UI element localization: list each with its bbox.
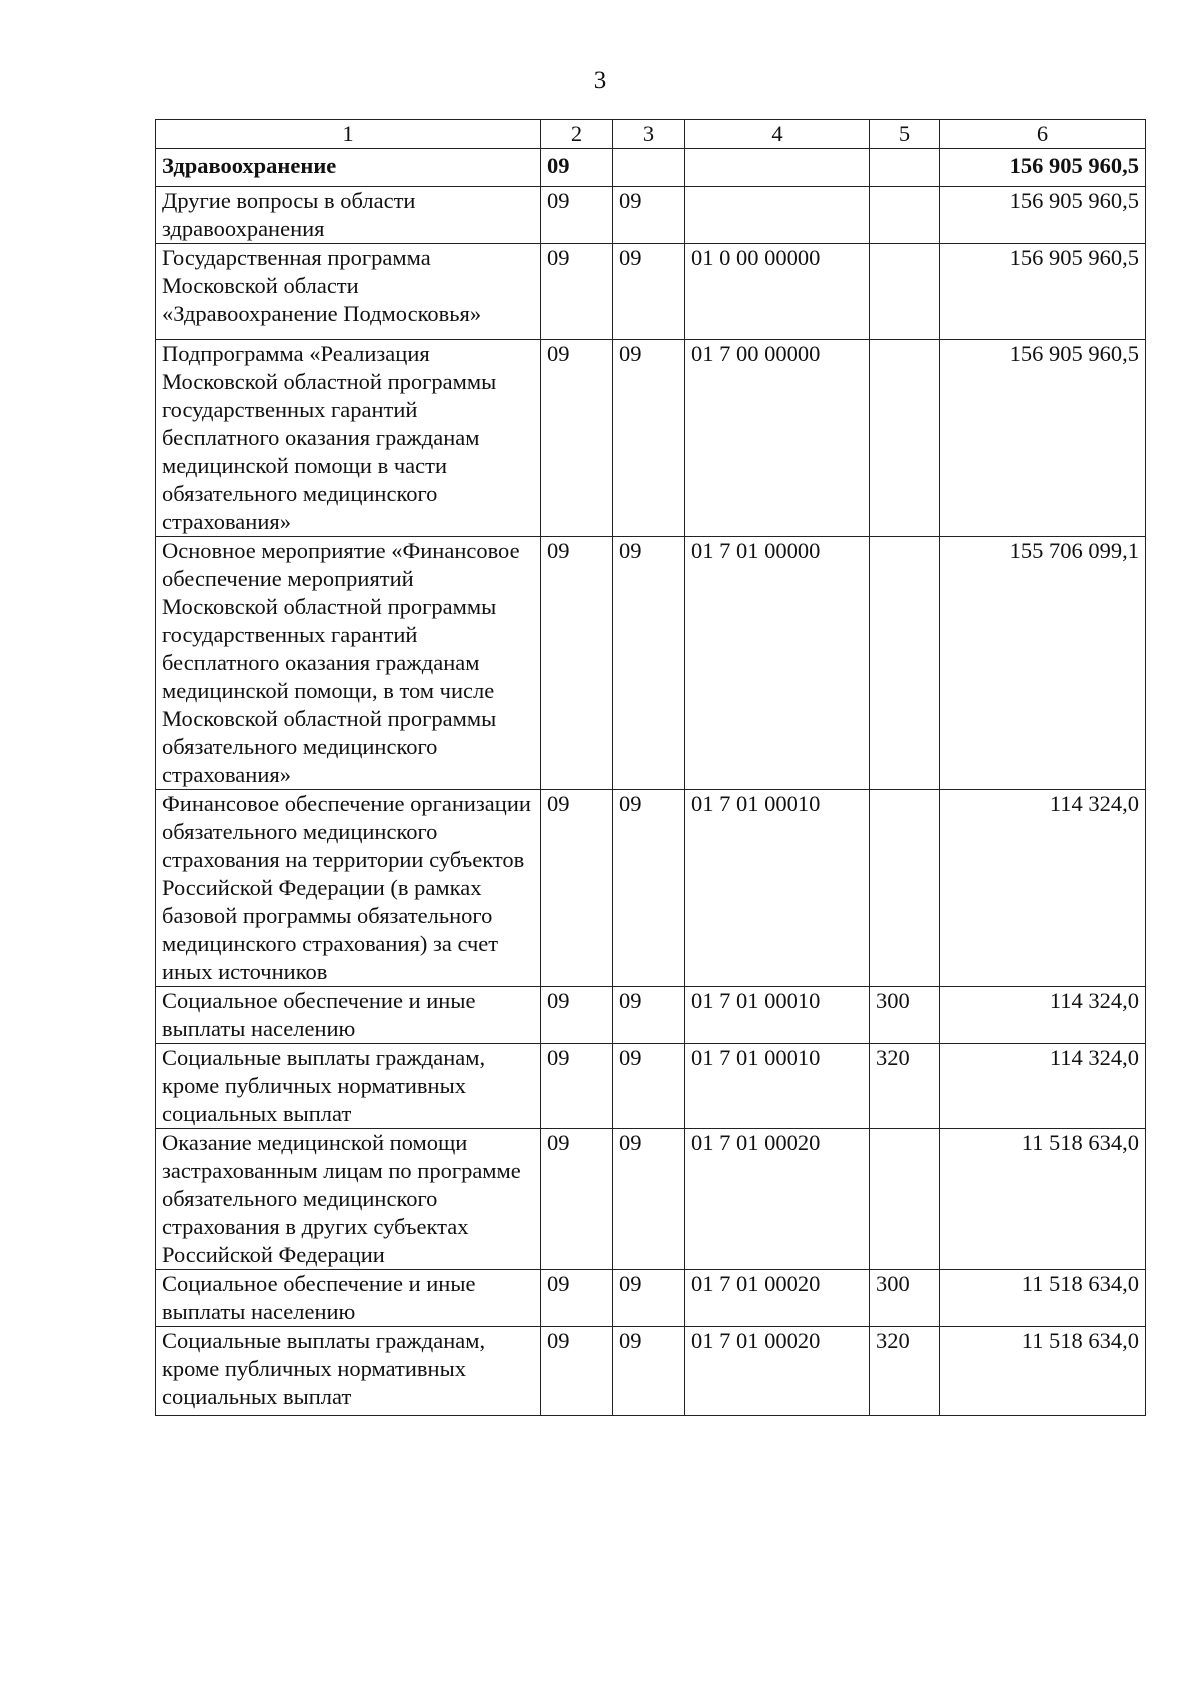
row-subsection: 09: [613, 340, 685, 537]
row-section: 09: [541, 187, 613, 244]
row-section: 09: [541, 1044, 613, 1129]
table-row: [156, 1044, 1146, 1129]
row-amount: 156 905 960,5: [940, 340, 1146, 537]
table-row: [156, 187, 1146, 244]
row-target: 01 7 01 00000: [685, 537, 870, 790]
column-header: 1: [156, 120, 541, 149]
row-target: 01 7 01 00010: [685, 1044, 870, 1129]
row-subsection: 09: [613, 1327, 685, 1416]
row-name: Подпрограмма «Реализация Московской областной программы государственных гарантий бесплатного оказания гражданам медицинской помощи в части обязательного медицинского страхования»: [156, 340, 541, 537]
table-row: [156, 537, 1146, 790]
row-name: Социальные выплаты гражданам, кроме публичных нормативных социальных выплат: [156, 1327, 541, 1416]
row-target: 01 7 01 00020: [685, 1270, 870, 1327]
row-subsection: 09: [613, 537, 685, 790]
row-subsection: 09: [613, 187, 685, 244]
row-amount: 11 518 634,0: [940, 1270, 1146, 1327]
table-row: [156, 1129, 1146, 1270]
column-header: 5: [870, 120, 940, 149]
row-amount: 114 324,0: [940, 1044, 1146, 1129]
row-section: 09: [541, 987, 613, 1044]
row-name: Социальное обеспечение и иные выплаты населению: [156, 1270, 541, 1327]
row-name: Здравоохранение: [156, 149, 541, 187]
row-target: 01 7 01 00010: [685, 790, 870, 987]
table-row: [156, 1327, 1146, 1416]
row-name: Финансовое обеспечение организации обязательного медицинского страхования на территории субъектов Российской Федерации (в рамках базовой программы обязательного медицинского страхования) за счет иных источников: [156, 790, 541, 987]
row-amount: 156 905 960,5: [940, 187, 1146, 244]
row-expense-type: 300: [870, 1270, 940, 1327]
row-name: Социальные выплаты гражданам, кроме публичных нормативных социальных выплат: [156, 1044, 541, 1129]
row-target: 01 7 01 00020: [685, 1327, 870, 1416]
column-header: 4: [685, 120, 870, 149]
table-row: [156, 340, 1146, 537]
row-expense-type: [870, 537, 940, 790]
row-expense-type: [870, 149, 940, 187]
row-section: 09: [541, 537, 613, 790]
row-name: Другие вопросы в области здравоохранения: [156, 187, 541, 244]
row-expense-type: [870, 187, 940, 244]
row-amount: 156 905 960,5: [940, 149, 1146, 187]
row-name: Социальное обеспечение и иные выплаты населению: [156, 987, 541, 1044]
row-amount: 114 324,0: [940, 790, 1146, 987]
row-section: 09: [541, 1129, 613, 1270]
row-section: 09: [541, 1327, 613, 1416]
row-target: 01 7 00 00000: [685, 340, 870, 537]
row-target: [685, 149, 870, 187]
row-expense-type: 300: [870, 987, 940, 1044]
row-name: Основное мероприятие «Финансовое обеспечение мероприятий Московской областной программы государственных гарантий бесплатного оказания гражданам медицинской помощи, в том числе Московской областной программы обязательного медицинского страхования»: [156, 537, 541, 790]
column-header: 3: [613, 120, 685, 149]
row-subsection: 09: [613, 244, 685, 340]
row-expense-type: 320: [870, 1327, 940, 1416]
table-row: [156, 790, 1146, 987]
column-header: 2: [541, 120, 613, 149]
page-number: 3: [593, 67, 607, 94]
row-section: 09: [541, 340, 613, 537]
row-target: 01 7 01 00020: [685, 1129, 870, 1270]
row-expense-type: [870, 340, 940, 537]
row-subsection: 09: [613, 1129, 685, 1270]
row-target: [685, 187, 870, 244]
row-amount: 11 518 634,0: [940, 1129, 1146, 1270]
row-subsection: 09: [613, 1044, 685, 1129]
row-amount: 11 518 634,0: [940, 1327, 1146, 1416]
row-expense-type: 320: [870, 1044, 940, 1129]
table-row: [156, 149, 1146, 187]
row-subsection: 09: [613, 790, 685, 987]
row-expense-type: [870, 1129, 940, 1270]
row-target: 01 0 00 00000: [685, 244, 870, 340]
table-header-row: [156, 120, 1146, 149]
row-target: 01 7 01 00010: [685, 987, 870, 1044]
table-row: [156, 987, 1146, 1044]
row-section: 09: [541, 1270, 613, 1327]
budget-table: [155, 119, 1146, 1416]
row-subsection: 09: [613, 987, 685, 1044]
table-row: [156, 244, 1146, 340]
row-section: 09: [541, 790, 613, 987]
row-subsection: [613, 149, 685, 187]
row-amount: 114 324,0: [940, 987, 1146, 1044]
row-expense-type: [870, 244, 940, 340]
row-amount: 155 706 099,1: [940, 537, 1146, 790]
row-name: Государственная программа Московской области «Здравоохранение Подмосковья»: [156, 244, 541, 340]
row-section: 09: [541, 244, 613, 340]
column-header: 6: [940, 120, 1146, 149]
table-row: [156, 1270, 1146, 1327]
row-expense-type: [870, 790, 940, 987]
row-subsection: 09: [613, 1270, 685, 1327]
row-name: Оказание медицинской помощи застрахованным лицам по программе обязательного медицинского страхования в других субъектах Российской Федерации: [156, 1129, 541, 1270]
row-section: 09: [541, 149, 613, 187]
row-amount: 156 905 960,5: [940, 244, 1146, 340]
